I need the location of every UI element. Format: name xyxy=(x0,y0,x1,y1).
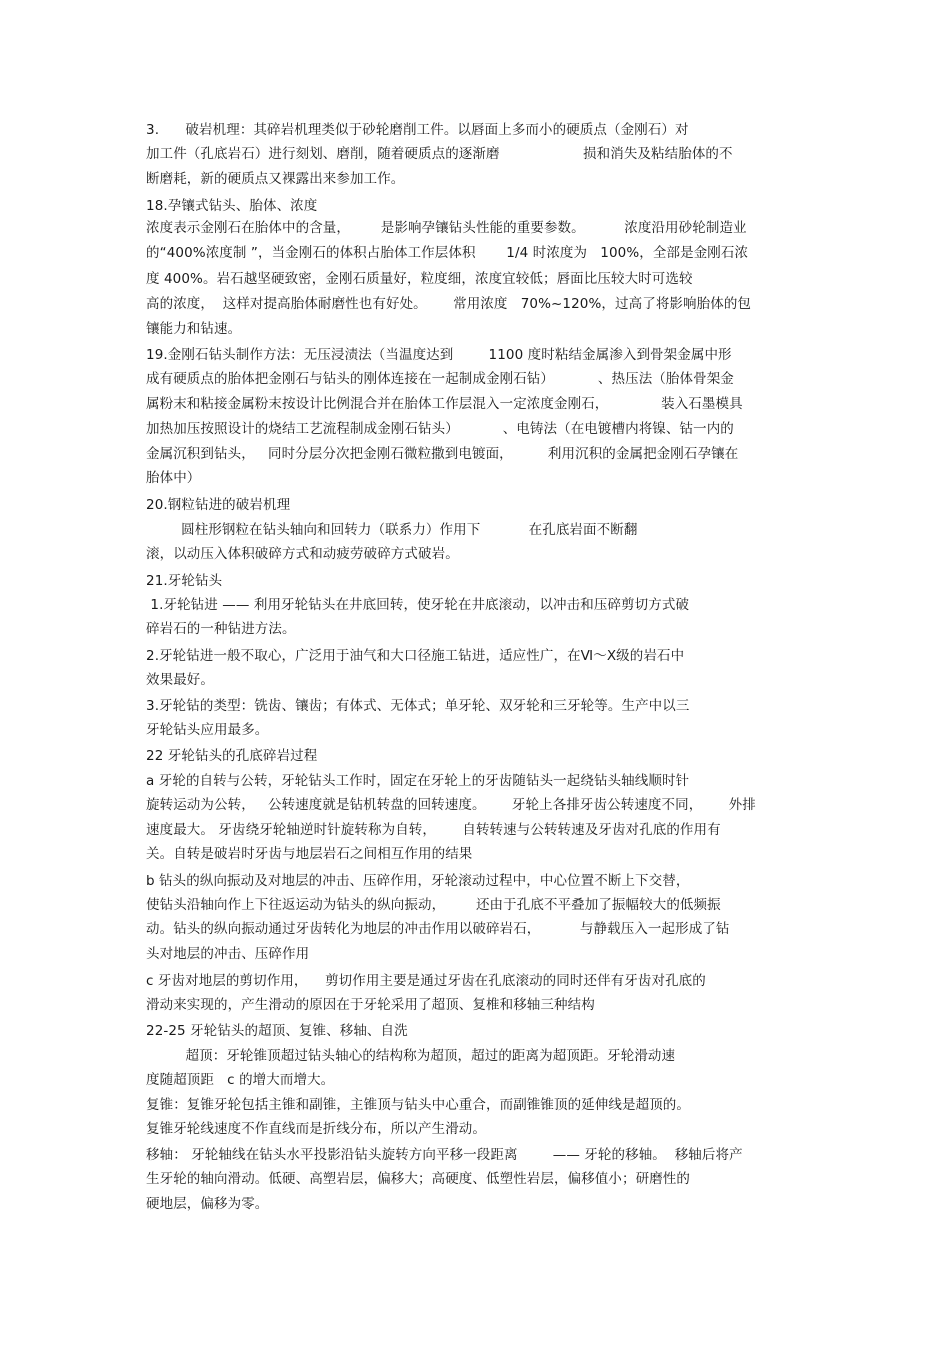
text-line: 关。自转是破岩时牙齿与地层岩石之间相互作用的结果 xyxy=(146,846,473,862)
text-line: 浓度表示金刚石在胎体中的含量， 是影响孕镶钻头性能的重要参数。 浓度沿用砂轮制造业 xyxy=(146,220,747,236)
text-line: 度 400%。岩石越坚硬致密，金刚石质量好，粒度细，浓度宜较低；唇面比压较大时可选较 xyxy=(146,271,693,287)
text-line: 旋转运动为公转， 公转速度就是钻机转盘的回转速度。 牙轮上各排牙齿公转速度不同， 外排 xyxy=(146,797,756,813)
section-heading: 19.金刚石钻头制作方法：无压浸渍法（当温度达到 1100 度时粘结金属渗入到骨架金属中形 xyxy=(146,347,732,363)
text-line: 加热加压按照设计的烧结工艺流程制成金刚石钻头） 、电铸法（在电镀槽内将镍、钴一内的 xyxy=(146,421,734,437)
text-line: 属粉末和粘接金属粉末按设计比例混合并在胎体工作层混入一定浓度金刚石， 装入石墨模具 xyxy=(146,396,743,412)
text-line: 断磨耗，新的硬质点又裸露出来参加工作。 xyxy=(146,171,405,187)
text-line: 胎体中） xyxy=(146,470,201,486)
text-line: 圆柱形钢粒在钻头轴向和回转力（联系力）作用下 在孔底岩面不断翻 xyxy=(146,522,638,538)
text-line: 成有硬质点的胎体把金刚石与钻头的刚体连接在一起制成金刚石钻） 、热压法（胎体骨架金 xyxy=(146,371,734,387)
section-heading: 22-25 牙轮钻头的超顶、复锥、移轴、自洗 xyxy=(146,1023,408,1039)
text-line: 移轴： 牙轮轴线在钻头水平投影沿钻头旋转方向平移一段距离 —— 牙轮的移轴。 移轴后将产 xyxy=(146,1147,743,1163)
text-line: 动。钻头的纵向振动通过牙齿转化为地层的冲击作用以破碎岩石， 与静载压入一起形成了钻 xyxy=(146,921,730,937)
text-line: 生牙轮的轴向滑动。低硬、高塑岩层，偏移大；高硬度、低塑性岩层，偏移值小；研磨性的 xyxy=(146,1171,690,1187)
text-line: 2.牙轮钻进一般不取心，广泛用于油气和大口径施工钻进，适应性广，在Ⅵ～Ⅹ级的岩石中 xyxy=(146,648,685,664)
text-line: 头对地层的冲击、压碎作用 xyxy=(146,946,310,962)
text-line: 镶能力和钻速。 xyxy=(146,321,242,337)
text-line: 牙轮钻头应用最多。 xyxy=(146,722,269,738)
text-line: 3.牙轮钻的类型：铣齿、镶齿；有体式、无体式；单牙轮、双牙轮和三牙轮等。生产中以三 xyxy=(146,698,690,714)
text-line: 碎岩石的一种钻进方法。 xyxy=(146,621,296,637)
text-line: 1.牙轮钻进 —— 利用牙轮钻头在井底回转，使牙轮在井底滚动，以冲击和压碎剪切方式破 xyxy=(146,597,690,613)
section-heading: 21.牙轮钻头 xyxy=(146,573,223,589)
text-line: 的“400%浓度制 ”，当金刚石的体积占胎体工作层体积 1/4 时浓度为 100%，全部是金刚石浓 xyxy=(146,245,749,261)
text-line: 使钻头沿轴向作上下往返运动为钻头的纵向振动， 还由于孔底不平叠加了振幅较大的低频振 xyxy=(146,897,721,913)
text-line: 超顶：牙轮锥顶超过钻头轴心的结构称为超顶，超过的距离为超顶距。牙轮滑动速 xyxy=(146,1048,676,1064)
section-heading: 20.钢粒钻进的破岩机理 xyxy=(146,497,291,513)
text-line: 滑动来实现的，产生滑动的原因在于牙轮采用了超顶、复椎和移轴三种结构 xyxy=(146,997,595,1013)
text-line: 速度最大。 牙齿绕牙轮轴逆时针旋转称为自转， 自转转速与公转转速及牙齿对孔底的作用有 xyxy=(146,822,721,838)
text-line: 3. 破岩机理：其碎岩机理类似于砂轮磨削工件。以唇面上多而小的硬质点（金刚石）对 xyxy=(146,122,689,138)
text-line: 度随超顶距 c 的增大而增大。 xyxy=(146,1072,335,1088)
text-line: 复锥牙轮线速度不作直线而是折线分布，所以产生滑动。 xyxy=(146,1121,486,1137)
text-line: 滚，以动压入体积破碎方式和动疲劳破碎方式破岩。 xyxy=(146,546,459,562)
text-line: 高的浓度， 这样对提高胎体耐磨性也有好处。 常用浓度 70%~120%，过高了将影响胎体的包 xyxy=(146,296,752,312)
section-heading: 18.孕镶式钻头、胎体、浓度 xyxy=(146,198,318,214)
text-line: c 牙齿对地层的剪切作用， 剪切作用主要是通过牙齿在孔底滚动的同时还伴有牙齿对孔底的 xyxy=(146,973,706,989)
text-line: 金属沉积到钻头， 同时分层分次把金刚石微粒撒到电镀面， 利用沉积的金属把金刚石孕镶在 xyxy=(146,446,739,462)
text-line: a 牙轮的自转与公转，牙轮钻头工作时，固定在牙轮上的牙齿随钻头一起绕钻头轴线顺时针 xyxy=(146,773,690,789)
section-heading: 22 牙轮钻头的孔底碎岩过程 xyxy=(146,748,318,764)
text-line: 硬地层，偏移为零。 xyxy=(146,1196,269,1212)
text-line: 效果最好。 xyxy=(146,672,214,688)
text-line: 复锥：复锥牙轮包括主锥和副锥，主锥顶与钻头中心重合，而副锥锥顶的延伸线是超顶的。 xyxy=(146,1097,690,1113)
text-line: 加工件（孔底岩石）进行刻划、磨削，随着硬质点的逐渐磨 损和消失及粘结胎体的不 xyxy=(146,146,733,162)
text-line: b 钻头的纵向振动及对地层的冲击、压碎作用，牙轮滚动过程中，中心位置不断上下交替， xyxy=(146,873,690,889)
